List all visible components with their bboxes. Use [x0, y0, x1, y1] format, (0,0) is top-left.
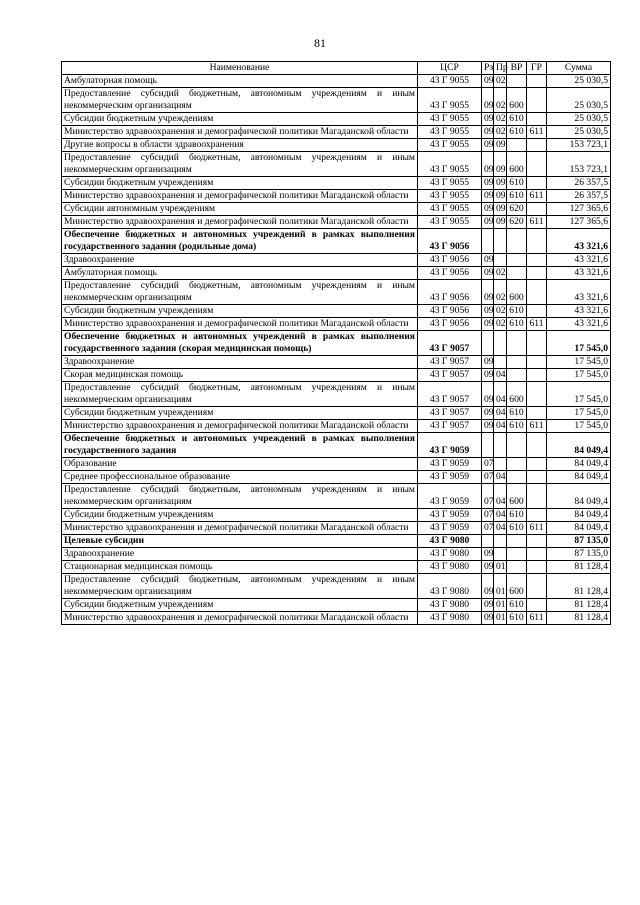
cell-sum: 87 135,0 — [547, 548, 611, 561]
cell-sum: 127 365,6 — [547, 216, 611, 229]
cell-vr — [507, 267, 527, 280]
cell-vr: 610 — [507, 305, 527, 318]
header-pr: Пр — [494, 62, 507, 75]
cell-csr: 43 Г 9080 — [418, 561, 482, 574]
cell-csr: 43 Г 9056 — [418, 305, 482, 318]
cell-vr: 610 — [507, 190, 527, 203]
cell-vr — [507, 561, 527, 574]
cell-sum: 153 723,1 — [547, 139, 611, 152]
cell-vr — [507, 331, 527, 356]
cell-pr: 09 — [494, 216, 507, 229]
cell-csr: 43 Г 9059 — [418, 509, 482, 522]
cell-rz: 09 — [482, 139, 494, 152]
cell-pr: 04 — [494, 484, 507, 509]
table-row — [62, 535, 611, 548]
cell-rz: 09 — [482, 126, 494, 139]
cell-csr: 43 Г 9055 — [418, 203, 482, 216]
cell-vr: 610 — [507, 407, 527, 420]
cell-sum: 25 030,5 — [547, 88, 611, 113]
cell-vr — [507, 458, 527, 471]
cell-csr: 43 Г 9055 — [418, 177, 482, 190]
cell-vr: 610 — [507, 177, 527, 190]
cell-vr — [507, 535, 527, 548]
header-csr: ЦСР — [418, 62, 482, 75]
cell-sum: 43 321,6 — [547, 229, 611, 254]
header-gr: ГР — [527, 62, 547, 75]
cell-gr: 611 — [527, 126, 547, 139]
cell-sum: 84 049,4 — [547, 471, 611, 484]
cell-rz: 09 — [482, 599, 494, 612]
cell-sum: 84 049,4 — [547, 484, 611, 509]
table-row — [62, 574, 611, 599]
cell-name: Предоставление субсидий бюджетным, автономным учреждениям и иным некоммерческим организациям — [62, 484, 418, 509]
header-vr: ВР — [507, 62, 527, 75]
cell-vr: 610 — [507, 599, 527, 612]
cell-name: Субсидии бюджетным учреждениям — [62, 305, 418, 318]
cell-rz: 09 — [482, 420, 494, 433]
cell-vr: 600 — [507, 382, 527, 407]
cell-sum: 84 049,4 — [547, 433, 611, 458]
cell-gr — [527, 139, 547, 152]
cell-csr: 43 Г 9059 — [418, 433, 482, 458]
cell-pr — [494, 229, 507, 254]
cell-gr — [527, 382, 547, 407]
cell-pr — [494, 331, 507, 356]
cell-pr: 04 — [494, 382, 507, 407]
cell-name: Министерство здравоохранения и демографической политики Магаданской области — [62, 318, 418, 331]
cell-gr: 611 — [527, 216, 547, 229]
table-row — [62, 88, 611, 113]
cell-vr — [507, 229, 527, 254]
cell-name: Обеспечение бюджетных и автономных учреждений в рамках выполнения государственного задания — [62, 433, 418, 458]
cell-pr — [494, 254, 507, 267]
table-row — [62, 420, 611, 433]
cell-rz — [482, 535, 494, 548]
cell-sum: 25 030,5 — [547, 75, 611, 88]
cell-name: Целевые субсидии — [62, 535, 418, 548]
cell-sum: 17 545,0 — [547, 331, 611, 356]
cell-gr — [527, 458, 547, 471]
cell-pr: 09 — [494, 139, 507, 152]
cell-rz: 07 — [482, 471, 494, 484]
cell-sum: 81 128,4 — [547, 561, 611, 574]
cell-pr: 04 — [494, 420, 507, 433]
table-row — [62, 305, 611, 318]
cell-name: Субсидии бюджетным учреждениям — [62, 599, 418, 612]
cell-csr: 43 Г 9059 — [418, 522, 482, 535]
cell-name: Стационарная медицинская помощь — [62, 561, 418, 574]
cell-sum: 17 545,0 — [547, 369, 611, 382]
table-row — [62, 407, 611, 420]
cell-sum: 43 321,6 — [547, 280, 611, 305]
cell-pr: 04 — [494, 407, 507, 420]
cell-pr: 01 — [494, 561, 507, 574]
cell-gr: 611 — [527, 318, 547, 331]
cell-name: Субсидии автономным учреждениям — [62, 203, 418, 216]
cell-sum: 17 545,0 — [547, 407, 611, 420]
cell-pr: 02 — [494, 75, 507, 88]
cell-gr — [527, 548, 547, 561]
header-name: Наименование — [62, 62, 418, 75]
cell-sum: 26 357,5 — [547, 177, 611, 190]
cell-rz: 07 — [482, 484, 494, 509]
table-row — [62, 139, 611, 152]
cell-name: Здравоохранение — [62, 254, 418, 267]
cell-vr — [507, 356, 527, 369]
table-row — [62, 113, 611, 126]
cell-csr: 43 Г 9056 — [418, 280, 482, 305]
cell-vr: 600 — [507, 152, 527, 177]
cell-name: Обеспечение бюджетных и автономных учреждений в рамках выполнения государственного задания (скорая медицинская помощь) — [62, 331, 418, 356]
cell-pr — [494, 535, 507, 548]
cell-gr — [527, 280, 547, 305]
cell-csr: 43 Г 9057 — [418, 420, 482, 433]
cell-name: Другие вопросы в области здравоохранения — [62, 139, 418, 152]
cell-pr: 02 — [494, 280, 507, 305]
cell-csr: 43 Г 9059 — [418, 484, 482, 509]
cell-gr: 611 — [527, 612, 547, 625]
cell-sum: 87 135,0 — [547, 535, 611, 548]
cell-vr: 600 — [507, 280, 527, 305]
cell-sum: 81 128,4 — [547, 574, 611, 599]
cell-csr: 43 Г 9080 — [418, 548, 482, 561]
cell-pr — [494, 356, 507, 369]
cell-rz: 09 — [482, 407, 494, 420]
cell-rz: 09 — [482, 561, 494, 574]
cell-csr: 43 Г 9056 — [418, 254, 482, 267]
cell-csr: 43 Г 9056 — [418, 267, 482, 280]
cell-rz — [482, 433, 494, 458]
cell-name: Амбулаторная помощь — [62, 75, 418, 88]
cell-name: Предоставление субсидий бюджетным, автономным учреждениям и иным некоммерческим организациям — [62, 280, 418, 305]
cell-rz: 09 — [482, 267, 494, 280]
budget-table — [61, 61, 611, 625]
cell-sum: 17 545,0 — [547, 382, 611, 407]
table-row — [62, 356, 611, 369]
cell-sum: 17 545,0 — [547, 420, 611, 433]
cell-gr — [527, 254, 547, 267]
cell-pr — [494, 548, 507, 561]
cell-gr — [527, 75, 547, 88]
cell-vr: 600 — [507, 88, 527, 113]
cell-pr: 02 — [494, 305, 507, 318]
cell-vr: 610 — [507, 126, 527, 139]
cell-gr — [527, 177, 547, 190]
cell-csr: 43 Г 9080 — [418, 574, 482, 599]
cell-name: Предоставление субсидий бюджетным, автономным учреждениям и иным некоммерческим организациям — [62, 382, 418, 407]
cell-csr: 43 Г 9057 — [418, 369, 482, 382]
table-row — [62, 152, 611, 177]
cell-rz: 09 — [482, 574, 494, 599]
cell-rz — [482, 331, 494, 356]
cell-name: Здравоохранение — [62, 356, 418, 369]
cell-rz: 09 — [482, 369, 494, 382]
cell-gr — [527, 203, 547, 216]
cell-vr — [507, 254, 527, 267]
cell-csr: 43 Г 9055 — [418, 75, 482, 88]
page-number: 81 — [314, 36, 326, 50]
table-row — [62, 331, 611, 356]
cell-rz: 07 — [482, 458, 494, 471]
cell-pr: 09 — [494, 177, 507, 190]
cell-sum: 25 030,5 — [547, 113, 611, 126]
cell-pr: 04 — [494, 369, 507, 382]
cell-pr: 02 — [494, 318, 507, 331]
cell-vr: 610 — [507, 318, 527, 331]
cell-vr: 610 — [507, 612, 527, 625]
cell-sum: 43 321,6 — [547, 267, 611, 280]
cell-name: Здравоохранение — [62, 548, 418, 561]
cell-rz: 09 — [482, 548, 494, 561]
cell-name: Образование — [62, 458, 418, 471]
cell-rz: 09 — [482, 190, 494, 203]
cell-name: Министерство здравоохранения и демографической политики Магаданской области — [62, 420, 418, 433]
cell-sum: 43 321,6 — [547, 318, 611, 331]
cell-pr: 09 — [494, 152, 507, 177]
table-row — [62, 599, 611, 612]
cell-pr: 02 — [494, 126, 507, 139]
cell-vr — [507, 139, 527, 152]
cell-pr: 04 — [494, 509, 507, 522]
table-row — [62, 548, 611, 561]
cell-sum: 84 049,4 — [547, 522, 611, 535]
cell-sum: 153 723,1 — [547, 152, 611, 177]
cell-vr — [507, 75, 527, 88]
cell-name: Субсидии бюджетным учреждениям — [62, 407, 418, 420]
cell-pr: 02 — [494, 88, 507, 113]
cell-csr: 43 Г 9080 — [418, 612, 482, 625]
cell-rz: 09 — [482, 318, 494, 331]
table-row — [62, 471, 611, 484]
cell-csr: 43 Г 9080 — [418, 599, 482, 612]
cell-gr — [527, 229, 547, 254]
table-row — [62, 509, 611, 522]
cell-pr — [494, 433, 507, 458]
cell-vr: 620 — [507, 203, 527, 216]
cell-gr — [527, 471, 547, 484]
cell-pr: 04 — [494, 471, 507, 484]
cell-name: Предоставление субсидий бюджетным, автономным учреждениям и иным некоммерческим организациям — [62, 152, 418, 177]
cell-sum: 81 128,4 — [547, 599, 611, 612]
cell-pr: 02 — [494, 113, 507, 126]
cell-rz: 09 — [482, 382, 494, 407]
cell-gr: 611 — [527, 420, 547, 433]
cell-sum: 127 365,6 — [547, 203, 611, 216]
cell-csr: 43 Г 9055 — [418, 88, 482, 113]
table-row — [62, 522, 611, 535]
cell-gr — [527, 484, 547, 509]
cell-csr: 43 Г 9056 — [418, 318, 482, 331]
cell-vr — [507, 471, 527, 484]
cell-pr: 01 — [494, 574, 507, 599]
cell-csr: 43 Г 9055 — [418, 152, 482, 177]
cell-gr — [527, 369, 547, 382]
cell-rz: 09 — [482, 254, 494, 267]
table-row — [62, 190, 611, 203]
header-sum: Сумма — [547, 62, 611, 75]
cell-gr — [527, 152, 547, 177]
cell-sum: 26 357,5 — [547, 190, 611, 203]
table-row — [62, 382, 611, 407]
cell-csr: 43 Г 9080 — [418, 535, 482, 548]
cell-csr: 43 Г 9057 — [418, 356, 482, 369]
cell-sum: 43 321,6 — [547, 254, 611, 267]
header-rz: Рз — [482, 62, 494, 75]
cell-csr: 43 Г 9057 — [418, 331, 482, 356]
table-row — [62, 177, 611, 190]
table-row — [62, 216, 611, 229]
table-row — [62, 75, 611, 88]
cell-vr: 620 — [507, 216, 527, 229]
cell-name: Министерство здравоохранения и демографической политики Магаданской области — [62, 522, 418, 535]
table-row — [62, 433, 611, 458]
cell-name: Субсидии бюджетным учреждениям — [62, 113, 418, 126]
cell-sum: 81 128,4 — [547, 612, 611, 625]
cell-pr: 04 — [494, 522, 507, 535]
cell-gr — [527, 267, 547, 280]
cell-gr — [527, 599, 547, 612]
cell-rz: 09 — [482, 216, 494, 229]
cell-csr: 43 Г 9055 — [418, 113, 482, 126]
cell-vr: 610 — [507, 509, 527, 522]
cell-gr — [527, 561, 547, 574]
cell-csr: 43 Г 9055 — [418, 126, 482, 139]
cell-vr — [507, 548, 527, 561]
cell-rz: 09 — [482, 280, 494, 305]
cell-rz: 09 — [482, 113, 494, 126]
cell-pr: 01 — [494, 612, 507, 625]
table-row — [62, 458, 611, 471]
cell-vr: 610 — [507, 420, 527, 433]
cell-rz: 09 — [482, 203, 494, 216]
cell-pr: 02 — [494, 267, 507, 280]
cell-rz: 07 — [482, 509, 494, 522]
cell-rz: 09 — [482, 612, 494, 625]
cell-name: Субсидии бюджетным учреждениям — [62, 177, 418, 190]
table-row — [62, 484, 611, 509]
cell-name: Среднее профессиональное образование — [62, 471, 418, 484]
cell-rz: 09 — [482, 88, 494, 113]
cell-name: Амбулаторная помощь — [62, 267, 418, 280]
cell-gr — [527, 509, 547, 522]
cell-name: Предоставление субсидий бюджетным, автономным учреждениям и иным некоммерческим организациям — [62, 88, 418, 113]
cell-rz: 09 — [482, 356, 494, 369]
cell-vr: 610 — [507, 522, 527, 535]
cell-name: Министерство здравоохранения и демографической политики Магаданской области — [62, 190, 418, 203]
cell-vr: 600 — [507, 574, 527, 599]
table-row — [62, 229, 611, 254]
table-body — [62, 75, 611, 625]
cell-pr: 01 — [494, 599, 507, 612]
cell-gr — [527, 88, 547, 113]
cell-pr — [494, 458, 507, 471]
cell-gr — [527, 305, 547, 318]
cell-csr: 43 Г 9055 — [418, 216, 482, 229]
cell-vr: 610 — [507, 113, 527, 126]
cell-name: Предоставление субсидий бюджетным, автономным учреждениям и иным некоммерческим организациям — [62, 574, 418, 599]
cell-rz: 09 — [482, 152, 494, 177]
cell-sum: 43 321,6 — [547, 305, 611, 318]
cell-name: Министерство здравоохранения и демографической политики Магаданской области — [62, 612, 418, 625]
table-row — [62, 280, 611, 305]
cell-gr — [527, 433, 547, 458]
cell-rz: 09 — [482, 75, 494, 88]
cell-rz: 09 — [482, 305, 494, 318]
cell-gr: 611 — [527, 522, 547, 535]
cell-sum: 17 545,0 — [547, 356, 611, 369]
cell-name: Обеспечение бюджетных и автономных учреждений в рамках выполнения государственного задания (родильные дома) — [62, 229, 418, 254]
table-row — [62, 126, 611, 139]
cell-csr: 43 Г 9056 — [418, 229, 482, 254]
cell-name: Министерство здравоохранения и демографической политики Магаданской области — [62, 216, 418, 229]
cell-vr — [507, 433, 527, 458]
cell-rz — [482, 229, 494, 254]
cell-name: Субсидии бюджетным учреждениям — [62, 509, 418, 522]
cell-rz: 09 — [482, 177, 494, 190]
table-row — [62, 318, 611, 331]
cell-gr — [527, 331, 547, 356]
cell-vr: 600 — [507, 484, 527, 509]
table-row — [62, 203, 611, 216]
cell-sum: 25 030,5 — [547, 126, 611, 139]
cell-vr — [507, 369, 527, 382]
cell-csr: 43 Г 9055 — [418, 139, 482, 152]
table-row — [62, 267, 611, 280]
table-row — [62, 369, 611, 382]
cell-gr — [527, 407, 547, 420]
cell-name: Министерство здравоохранения и демографической политики Магаданской области — [62, 126, 418, 139]
cell-csr: 43 Г 9055 — [418, 190, 482, 203]
cell-gr — [527, 535, 547, 548]
cell-pr: 09 — [494, 190, 507, 203]
cell-sum: 84 049,4 — [547, 509, 611, 522]
cell-sum: 84 049,4 — [547, 458, 611, 471]
cell-gr — [527, 113, 547, 126]
table-row — [62, 254, 611, 267]
cell-gr — [527, 356, 547, 369]
cell-name: Скорая медицинская помощь — [62, 369, 418, 382]
cell-csr: 43 Г 9059 — [418, 471, 482, 484]
table-row — [62, 612, 611, 625]
cell-csr: 43 Г 9059 — [418, 458, 482, 471]
cell-pr: 09 — [494, 203, 507, 216]
cell-gr: 611 — [527, 190, 547, 203]
table-row — [62, 561, 611, 574]
cell-gr — [527, 574, 547, 599]
table-header-row — [62, 62, 611, 75]
cell-csr: 43 Г 9057 — [418, 407, 482, 420]
cell-csr: 43 Г 9057 — [418, 382, 482, 407]
cell-rz: 07 — [482, 522, 494, 535]
